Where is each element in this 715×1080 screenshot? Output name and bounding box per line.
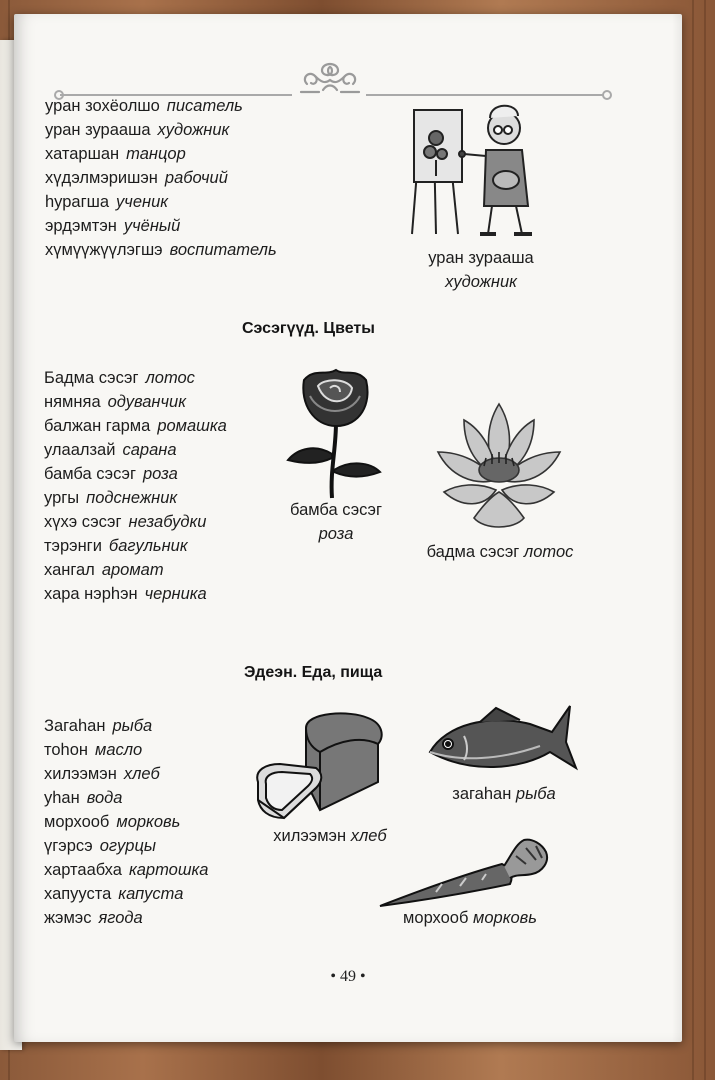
lotus-icon (434, 400, 564, 532)
list-item: нямняа одуванчик (44, 393, 186, 411)
wood-grain (704, 0, 706, 1080)
flowers-heading: Сэсэгүүд. Цветы (242, 320, 375, 337)
list-item: хүмүүжүүлэгшэ воспитатель (45, 241, 277, 259)
carrot-caption: морхооб морковь (403, 909, 537, 927)
bread-caption: хилээмэн хлеб (273, 827, 387, 845)
list-item: улаалзай сарана (44, 441, 177, 459)
list-item: хүхэ сэсэг незабудки (44, 513, 207, 531)
list-item: Загаһан рыба (44, 717, 153, 735)
list-item: ургы подснежник (44, 489, 178, 507)
painter-icon (406, 94, 556, 244)
list-item: тэрэнги багульник (44, 537, 188, 555)
rose-caption: бамба сэсэг роза (290, 501, 382, 543)
mongolian-knot-ornament-icon (297, 58, 363, 98)
wood-grain (692, 0, 694, 1080)
list-item: хангал аромат (44, 561, 164, 579)
header-rule-end (602, 90, 612, 100)
rose-icon (280, 360, 390, 500)
list-item: хатаршан танцор (45, 145, 186, 163)
list-item: бамба сэсэг роза (44, 465, 178, 483)
list-item: Бадма сэсэг лотос (44, 369, 195, 387)
list-item: тоһон масло (44, 741, 143, 759)
list-item: уһан вода (44, 789, 123, 807)
list-item: хара нэрһэн черника (44, 585, 207, 603)
list-item: уран зурааша художник (45, 121, 230, 139)
list-item: жэмэс ягода (44, 909, 143, 927)
flowers-list (44, 366, 227, 606)
food-list (44, 714, 208, 930)
food-heading: Эдеэн. Еда, пища (244, 664, 383, 681)
fish-caption: загаһан рыба (452, 785, 556, 803)
lotus-caption: бадма сэсэг лотос (426, 543, 574, 561)
list-item: хапууста капуста (44, 885, 184, 903)
list-item: морхооб морковь (44, 813, 181, 831)
book-page (14, 14, 682, 1042)
list-item: үгэрсэ огурцы (44, 837, 157, 855)
carrot-icon (376, 834, 556, 910)
list-item: хилээмэн хлеб (44, 765, 160, 783)
list-item: хартаабха картошка (44, 861, 209, 879)
list-item: һурагша ученик (45, 193, 169, 211)
list-item: эрдэмтэн учёный (45, 217, 181, 235)
list-item: балжан гарма ромашка (44, 417, 227, 435)
bread-icon (250, 708, 390, 828)
professions-list (45, 94, 277, 262)
page-number: • 49 • (330, 968, 366, 985)
list-item: хүдэлмэришэн рабочий (45, 169, 228, 187)
fish-icon (420, 702, 580, 784)
painter-caption: уран зурааша художник (428, 249, 534, 291)
list-item: уран зохёолшо писатель (45, 97, 243, 115)
